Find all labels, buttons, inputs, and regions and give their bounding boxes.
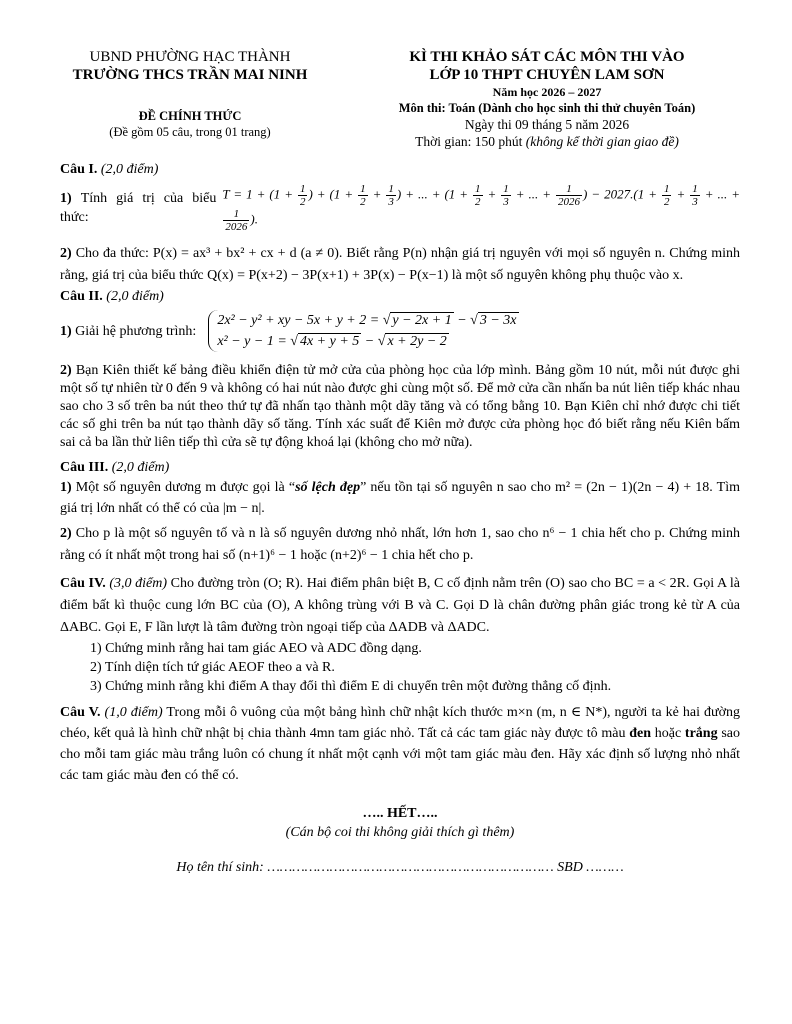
exam-body <box>60 160 740 877</box>
problem-1-1: 1) Tính giá trị của biểu thức: T = 1 + (1 + $\frac{1}{2}$ ) + (1 + $\frac{1}{2}$ + $\frac{1}{3}$ ) + ... + (1 + $\frac{1}{2}$ + $\frac{1}{3}$ + ... + $\frac{1}{2026}$ ) − 2027.(1 + $\frac{1}{2}$ + $\frac{1}{3}$ + ... + $\frac{1}{2026}$ ). <box>60 183 740 233</box>
problem-3-1: 1) Một số nguyên dương m được gọi là “số lệch đẹp” nếu tồn tại số nguyên n sao cho m² = (2n − 1)(2n − 4) + 18. Tìm giá trị lớn nhất có thể có của |m − n|. <box>60 480 741 516</box>
exam-title-line2: LỚP 10 THPT CHUYÊN LAM SƠN <box>429 67 665 83</box>
section-2-title: Câu II. (2,0 điểm) <box>60 289 164 304</box>
section-3-title: Câu III. (2,0 điểm) <box>60 460 170 475</box>
section-1-title: Câu I. (2,0 điểm) <box>60 162 159 177</box>
school-year: Năm học 2026 – 2027 <box>492 85 602 99</box>
end-marker: ….. HẾT….. <box>362 806 438 821</box>
problem-3-2: 2) Cho p là một số nguyên tố và n là số nguyên dương nhỏ nhất, lớn hơn 1, sao cho n⁶ − 1 chia hết cho p. Chứng minh rằng có ít nhất một trong hai số (n+1)⁶ − 1 hoặc (n+2)⁶ − 1 chia hết cho p. <box>60 526 740 563</box>
department-name: UBND PHƯỜNG HẠC THÀNH <box>89 49 291 65</box>
official-label: ĐỀ CHÍNH THỨC <box>138 109 242 123</box>
exam-duration: Thời gian: 150 phút (không kể thời gian giao đề) <box>415 134 679 149</box>
problem-4: Câu IV. (3,0 điểm) Cho đường tròn (O; R). Hai điểm phân biệt B, C cố định nằm trên (O) sao cho BC = a < 2R. Gọi A là điểm bất kì thuộc cung lớn BC của (O), A không trùng với B và C. Gọi D là chân đường phân giác trong kẻ từ A của ΔABC. Gọi E, F lần lượt là tâm đường tròn ngoại tiếp của ΔADB và ΔADC. <box>60 576 740 635</box>
candidate-line: Họ tên thí sinh: …………………………………………………………… SBD ……… <box>176 860 624 875</box>
header-left <box>60 48 320 140</box>
problem-1-2: 2) Cho đa thức: P(x) = ax³ + bx² + cx + d (a ≠ 0). Biết rằng P(n) nhận giá trị nguyên với mọi số nguyên n. Chứng minh rằng, giá trị của biểu thức Q(x) = P(x+2) − 3P(x+1) + 3P(x) − P(x−1) là một số nguyên không phụ thuộc vào x. <box>60 246 740 283</box>
exam-date: Ngày thi 09 tháng 5 năm 2026 <box>464 117 630 132</box>
header-right <box>352 48 742 150</box>
problem-5: Câu V. (1,0 điểm) Trong mỗi ô vuông của một bảng hình chữ nhật kích thước m×n (m, n ∈ N*), người ta kẻ hai đường chéo, kết quả là hình chữ nhật bị chia thành 4mn tam giác nhỏ. Tất cả các tam giác này được tô màu đen hoặc trắng sao cho mỗi tam giác màu trắng luôn có chung ít nhất một cạnh với một tam giác màu đen. Hãy xác định số lượng nhỏ nhất các tam giác màu đen có thể có. <box>60 705 741 783</box>
formula-T: T = 1 + (1 + $\frac{1}{2}$ ) + (1 + $\frac{1}{2}$ + $\frac{1}{3}$ ) + ... + (1 + $\frac{1}{2}$ + $\frac{1}{3}$ + ... + $\frac{1}{2026}$ ) − 2027.(1 + $\frac{1}{2}$ + $\frac{1}{3}$ + ... + $\frac{1}{2026}$ ). <box>222 183 740 233</box>
equation-1: 2x² − y² + xy − 5x + y + 2 = √ y − 2x + 1 − √ 3 − 3x <box>217 313 517 328</box>
subject: Môn thi: Toán (Dành cho học sinh thi thử chuyên Toán) <box>398 101 696 115</box>
proctor-note: (Cán bộ coi thi không giải thích gì thêm) <box>285 825 515 840</box>
school-name: TRƯỜNG THCS TRẦN MAI NINH <box>72 67 308 83</box>
exam-title-line1: KÌ THI KHẢO SÁT CÁC MÔN THI VÀO <box>409 49 685 65</box>
problem-4-item: 2) Tính diện tích tứ giác AEOF theo a và R. <box>90 660 335 675</box>
problem-4-items <box>90 639 740 696</box>
page-count-note: (Đề gồm 05 câu, trong 01 trang) <box>109 125 271 139</box>
problem-4-item: 1) Chứng minh rằng hai tam giác AEO và ADC đồng dạng. <box>90 641 422 656</box>
equation-system <box>208 310 518 352</box>
problem-2-1: 1) Giải hệ phương trình: 2x² − y² + xy − 5x + y + 2 = √ y − 2x + 1 − √ 3 − 3x x² − y − 1 = √ 4x + y + 5 − √ x + 2y − 2 <box>60 310 740 352</box>
problem-2-2: 2) Bạn Kiên thiết kế bảng điều khiển điện tử mở cửa của phòng học của lớp mình. Bảng gồm 10 nút, mỗi nút được ghi một số tự nhiên từ 0 đến 9 và không có hai nút nào được ghi cùng một số. Để mở cửa cần nhấn ba nút liên tiếp khác nhau sao cho 3 số trên ba nút theo thứ tự đã nhấn tạo thành một dãy tăng và có tổng bằng 10. Bạn Kiên chỉ nhớ được chi tiết các số ghi trên ba nút tạo thành dãy số tăng. Tính xác suất để Kiên mở được cửa phòng học đó biết rằng nếu Kiên bấm sai cả ba lần thử liên tiếp thì cửa sẽ tự động khoá lại (không cho mở nữa). <box>60 363 740 450</box>
equation-2: x² − y − 1 = √ 4x + y + 5 − √ x + 2y − 2 <box>217 334 447 349</box>
problem-4-item: 3) Chứng minh rằng khi điểm A thay đổi thì điểm E di chuyển trên một đường thẳng cố định. <box>90 679 612 694</box>
